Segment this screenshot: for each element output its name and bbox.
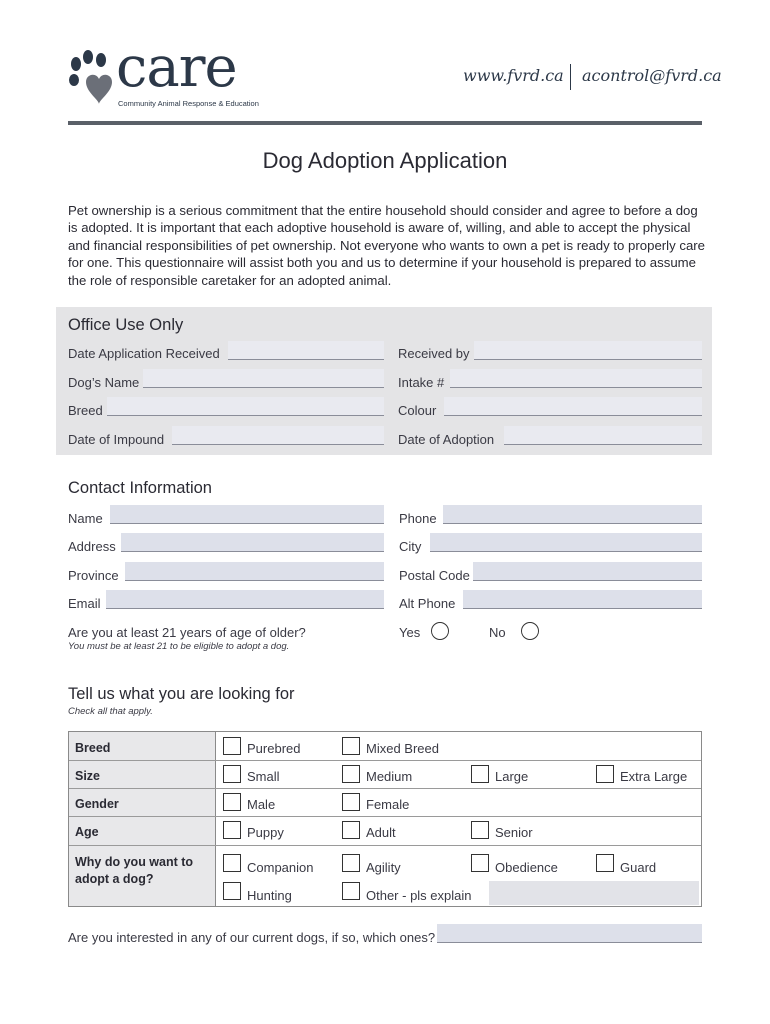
small-label: Small <box>247 769 280 784</box>
mixed-breed-label: Mixed Breed <box>366 741 439 756</box>
female-checkbox[interactable] <box>342 793 360 811</box>
purebred-label: Purebred <box>247 741 301 756</box>
yes-radio[interactable] <box>431 622 449 640</box>
looking-subheading: Check all that apply. <box>68 706 153 717</box>
senior-checkbox[interactable] <box>471 821 489 839</box>
row-divider <box>69 788 701 789</box>
date-impound-label: Date of Impound <box>68 432 165 447</box>
obedience-label: Obedience <box>495 860 558 875</box>
adult-checkbox[interactable] <box>342 821 360 839</box>
email-field[interactable] <box>106 590 384 609</box>
phone-label: Phone <box>399 511 437 526</box>
breed-label: Breed <box>68 403 103 418</box>
guard-checkbox[interactable] <box>596 854 614 872</box>
hunting-label: Hunting <box>247 888 292 903</box>
dogs-name-label: Dog’s Name <box>68 375 140 390</box>
address-field[interactable] <box>121 533 384 552</box>
intake-label: Intake # <box>398 375 445 390</box>
paw-heart-logo-icon <box>66 48 118 110</box>
date-received-field[interactable] <box>228 341 384 360</box>
medium-checkbox[interactable] <box>342 765 360 783</box>
received-by-label: Received by <box>398 346 470 361</box>
yes-label: Yes <box>399 625 421 640</box>
no-label: No <box>489 625 506 640</box>
name-label: Name <box>68 511 103 526</box>
email-label: Email <box>68 596 101 611</box>
preferences-table <box>68 731 702 907</box>
companion-checkbox[interactable] <box>223 854 241 872</box>
companion-label: Companion <box>247 860 314 875</box>
extra-large-label: Extra Large <box>620 769 688 784</box>
date-impound-field[interactable] <box>172 426 384 445</box>
obedience-checkbox[interactable] <box>471 854 489 872</box>
small-checkbox[interactable] <box>223 765 241 783</box>
received-by-field[interactable] <box>474 341 702 360</box>
other-checkbox[interactable] <box>342 882 360 900</box>
row-divider <box>69 845 701 846</box>
hunting-checkbox[interactable] <box>223 882 241 900</box>
size-row-label: Size <box>75 769 101 783</box>
extra-large-checkbox[interactable] <box>596 765 614 783</box>
contact-heading: Contact Information <box>68 479 212 497</box>
city-label: City <box>399 539 422 554</box>
address-label: Address <box>68 539 116 554</box>
date-adoption-field[interactable] <box>504 426 702 445</box>
senior-label: Senior <box>495 825 533 840</box>
province-field[interactable] <box>125 562 384 581</box>
name-field[interactable] <box>110 505 384 524</box>
mixed-breed-checkbox[interactable] <box>342 737 360 755</box>
logo-tagline: Community Animal Response & Education <box>118 99 259 108</box>
header-separator <box>570 64 571 90</box>
colour-field[interactable] <box>444 397 702 416</box>
date-adoption-label: Date of Adoption <box>398 432 495 447</box>
puppy-label: Puppy <box>247 825 284 840</box>
medium-label: Medium <box>366 769 413 784</box>
why-row-label: Why do you want to adopt a dog? <box>75 855 194 886</box>
postal-code-label: Postal Code <box>399 568 470 583</box>
page-title: Dog Adoption Application <box>262 148 508 173</box>
age-question: Are you at least 21 years of age of older? <box>68 625 306 640</box>
postal-code-field[interactable] <box>473 562 702 581</box>
city-field[interactable] <box>430 533 702 552</box>
phone-field[interactable] <box>443 505 702 524</box>
row-divider <box>69 760 701 761</box>
looking-heading: Tell us what you are looking for <box>68 685 295 703</box>
intake-field[interactable] <box>450 369 702 388</box>
dogs-name-field[interactable] <box>143 369 384 388</box>
age-note: You must be at least 21 to be eligible to adopt a dog. <box>68 641 290 652</box>
male-label: Male <box>247 797 276 812</box>
colour-label: Colour <box>398 403 437 418</box>
alt-phone-label: Alt Phone <box>399 596 456 611</box>
agility-label: Agility <box>366 860 401 875</box>
logo-wordmark: care <box>116 35 237 100</box>
row-divider <box>69 816 701 817</box>
date-received-label: Date Application Received <box>68 346 220 361</box>
email-link[interactable]: acontrol@fvrd.ca <box>582 66 722 85</box>
province-label: Province <box>68 568 119 583</box>
breed-row-label: Breed <box>75 741 111 755</box>
other-explain-field[interactable] <box>489 881 699 905</box>
male-checkbox[interactable] <box>223 793 241 811</box>
office-use-panel <box>56 307 712 455</box>
agility-checkbox[interactable] <box>342 854 360 872</box>
age-row-label: Age <box>75 825 99 839</box>
breed-field[interactable] <box>107 397 384 416</box>
website-link[interactable]: www.fvrd.ca <box>463 66 564 85</box>
guard-label: Guard <box>620 860 657 875</box>
gender-row-label: Gender <box>75 797 119 811</box>
puppy-checkbox[interactable] <box>223 821 241 839</box>
intro-paragraph: Pet ownership is a serious commitment that the entire household should consider and agree to before a dog is adopted. It is important that each adoptive household is aware of, willing, and able to accept the physical and financial responsibilities of pet ownership. Not everyone who wants to own a pet is ready to properly care for one. This questionnaire will assist both you and us to determine if your household is prepared to assume the role of responsible caretaker for an adopted animal. <box>68 203 706 288</box>
current-dogs-question: Are you interested in any of our current dogs, if so, which ones? <box>68 930 436 945</box>
adult-label: Adult <box>366 825 396 840</box>
purebred-checkbox[interactable] <box>223 737 241 755</box>
large-label: Large <box>495 769 529 784</box>
current-dogs-field[interactable] <box>437 924 702 943</box>
office-heading: Office Use Only <box>68 316 184 334</box>
alt-phone-field[interactable] <box>463 590 702 609</box>
large-checkbox[interactable] <box>471 765 489 783</box>
female-label: Female <box>366 797 410 812</box>
other-label: Other - pls explain <box>366 888 472 903</box>
no-radio[interactable] <box>521 622 539 640</box>
header-rule <box>68 121 702 125</box>
